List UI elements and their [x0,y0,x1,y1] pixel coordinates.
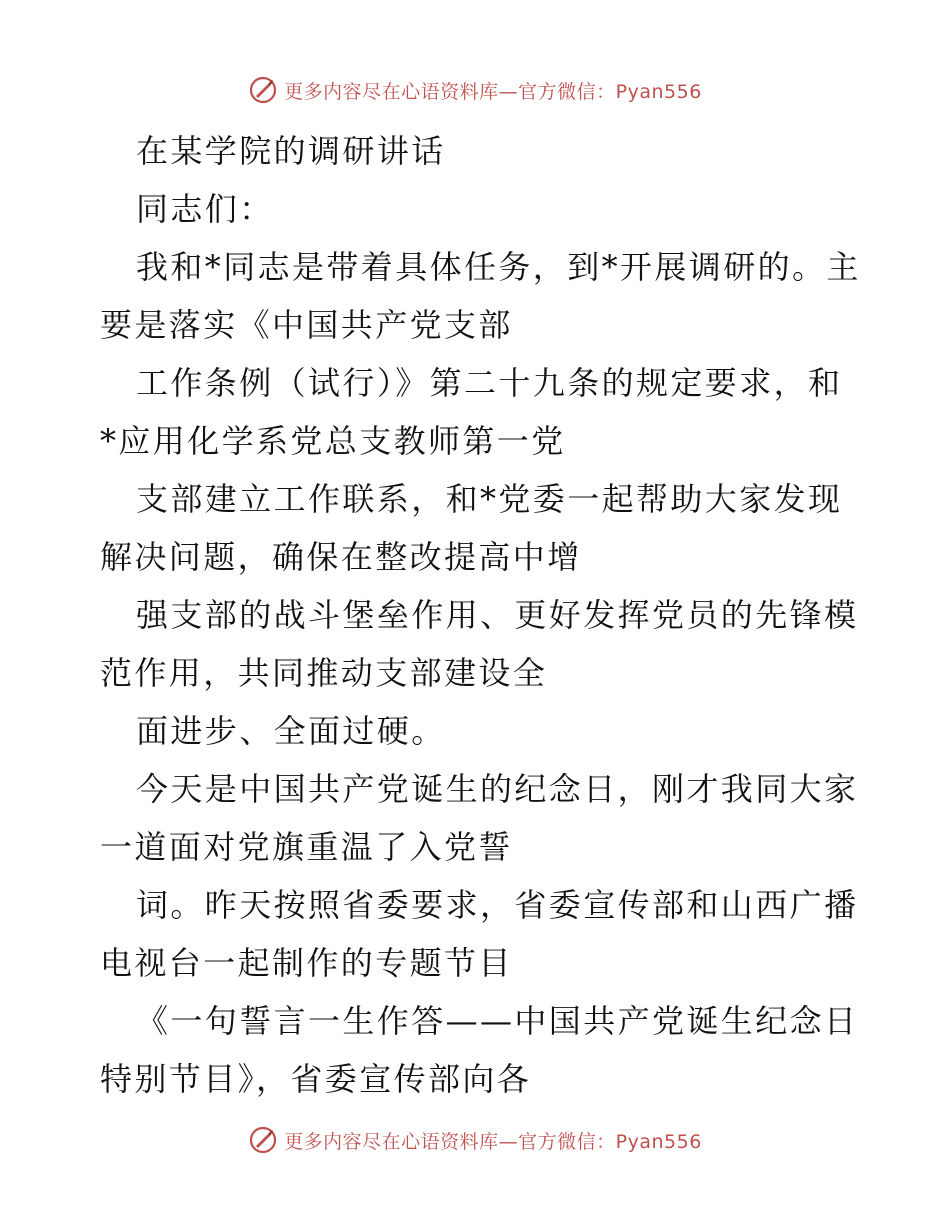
text-line: *应用化学系党总支教师第一党 [100,422,566,460]
watermark-text: 更多内容尽在心语资料库—官方微信：Pyan556 [284,80,702,103]
text-line: 词。昨天按照省委要求，省委宣传部和山西广播 [136,886,859,924]
text-line: 一道面对党旗重温了入党誓 [100,828,513,866]
text-line: 同志们： [136,190,274,228]
text-line: 解决问题，确保在整改提高中增 [100,538,582,576]
text-line: 支部建立工作联系，和*党委一起帮助大家发现 [136,480,843,518]
quill-logo-icon [248,75,278,105]
watermark-text: 更多内容尽在心语资料库—官方微信：Pyan556 [284,1130,702,1153]
text-line: 工作条例（试行）》第二十九条的规定要求，和 [136,364,843,402]
quill-logo-icon [248,1125,278,1155]
text-line: 要是落实《中国共产党支部 [100,306,513,344]
header-watermark [0,70,950,110]
text-line: 在某学院的调研讲话 [136,132,446,170]
text-line: 特别节目》，省委宣传部向各 [100,1060,532,1098]
text-line: 电视台一起制作的专题节目 [100,944,513,982]
text-line: 面进步、全面过硬。 [136,712,446,750]
document-body [100,122,860,1108]
text-line: 今天是中国共产党诞生的纪念日，刚才我同大家 [136,770,859,808]
text-line: 我和*同志是带着具体任务，到*开展调研的。主 [136,248,861,286]
text-line: 强支部的战斗堡垒作用、更好发挥党员的先锋模 [136,596,859,634]
text-line: 范作用，共同推动支部建设全 [100,654,548,692]
footer-watermark [0,1120,950,1160]
text-line: 《一句誓言一生作答——中国共产党诞生纪念日 [136,1002,859,1040]
